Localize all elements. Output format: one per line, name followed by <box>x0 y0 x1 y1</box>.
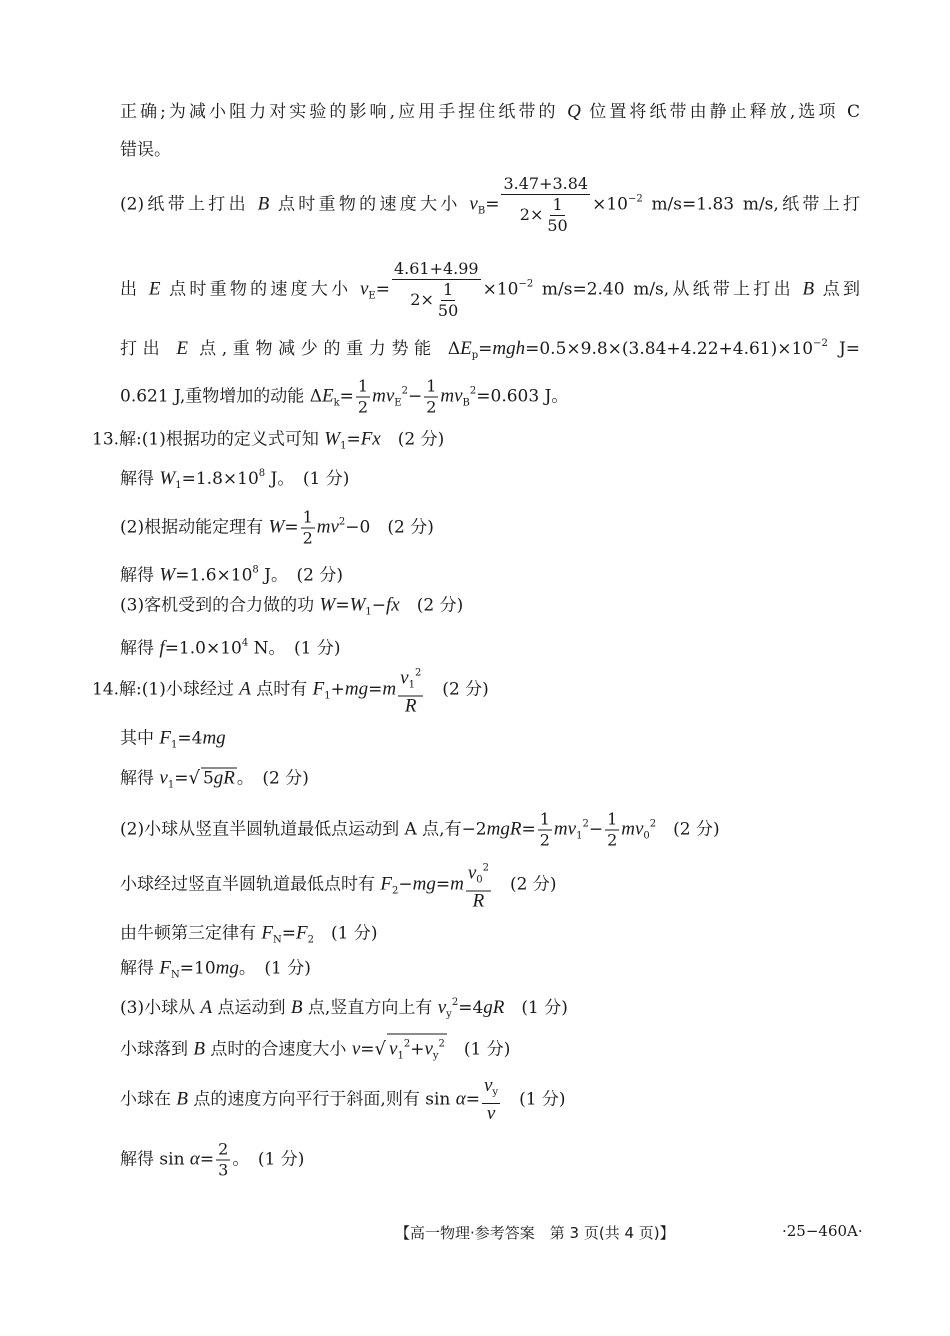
fraction <box>466 859 491 912</box>
denominator <box>356 398 370 418</box>
text: 2 <box>357 397 369 417</box>
answer-line <box>92 664 489 717</box>
text: =0.603 J。 <box>476 386 569 407</box>
answer-line <box>120 922 377 953</box>
text: − <box>407 386 423 407</box>
subscript: k <box>333 397 340 409</box>
math-variable: mg <box>215 957 239 979</box>
math-variable: F <box>312 678 325 700</box>
text: 出 <box>120 279 149 300</box>
text: 点运动到 <box>212 998 291 1018</box>
superscript: 2 <box>438 1038 445 1050</box>
subscript: B <box>462 397 470 409</box>
text: m/s=1.83 m/s,纸带上打 <box>642 194 861 215</box>
subscript: y <box>492 1087 499 1098</box>
answer-line <box>120 138 171 162</box>
text: = <box>335 595 350 616</box>
math-variable: m <box>382 678 397 700</box>
subscript: 2 <box>307 934 314 946</box>
subscript: p <box>471 350 479 361</box>
math-variable: α <box>189 1148 200 1170</box>
text: = <box>339 386 354 407</box>
numerator <box>356 377 370 398</box>
text: 50 <box>437 301 459 320</box>
math-variable: W <box>324 428 341 450</box>
superscript: 2 <box>482 862 490 874</box>
math-variable: Fx <box>360 428 381 450</box>
text: = <box>368 679 383 700</box>
text: 点时有 <box>250 679 313 700</box>
text: = <box>281 923 297 944</box>
answer-line <box>120 332 860 368</box>
math-variable: v <box>400 667 409 689</box>
text: ×10 <box>482 279 519 300</box>
math-variable: W <box>349 594 366 616</box>
text: (2 分) <box>493 874 557 895</box>
math-variable: B <box>257 193 270 215</box>
text: 解得 <box>120 958 160 979</box>
text: − <box>371 595 387 616</box>
math-variable: B <box>193 1038 206 1060</box>
math-variable: v <box>469 193 478 215</box>
math-variable: R <box>404 695 417 717</box>
text: 解得 sin <box>120 1149 190 1170</box>
denominator <box>408 280 464 321</box>
fraction <box>545 195 569 236</box>
text: (1 分) <box>446 1039 511 1060</box>
fraction <box>501 174 590 236</box>
superscript: 8 <box>258 468 266 479</box>
text: J。 (1 分) <box>265 469 350 489</box>
math-variable: mv <box>372 385 395 407</box>
subscript: 2 <box>392 885 399 897</box>
superscript: −2 <box>813 338 828 349</box>
fraction <box>605 810 619 851</box>
math-variable: mv <box>440 385 463 407</box>
answer-line <box>92 428 444 459</box>
numerator <box>441 280 455 301</box>
text: 2 <box>302 528 313 548</box>
text: (2 分) <box>656 819 720 840</box>
text: (2 分) <box>399 595 464 616</box>
text: 14.解:(1)小球经过 <box>92 679 240 700</box>
text: 2× <box>519 205 544 224</box>
text: = <box>360 1039 375 1060</box>
text: 解得 <box>120 469 160 489</box>
radical-sign-icon: √ <box>374 1038 386 1060</box>
footer-title: 【高一物理·参考答案 第 3 页(共 4 页)】 <box>395 1224 675 1242</box>
text: 1 <box>539 809 550 829</box>
numerator <box>301 508 315 529</box>
superscript: 2 <box>649 818 657 830</box>
subscript: 1 <box>171 739 178 751</box>
text: = <box>478 339 493 359</box>
text: (3)客机受到的合力做的功 <box>120 595 320 616</box>
superscript: 2 <box>582 818 589 830</box>
text: 2 <box>426 397 437 417</box>
math-variable: mv <box>553 818 577 840</box>
fraction <box>392 259 481 321</box>
square-root <box>188 769 236 789</box>
numerator <box>550 195 564 216</box>
text: 1 <box>442 280 454 299</box>
text: =0.5×9.8×(3.84+4.22+4.61)×10 <box>525 339 814 359</box>
math-variable: v <box>424 1038 433 1060</box>
text: 50 <box>547 216 568 235</box>
answer-line <box>120 957 311 988</box>
subscript: 1 <box>365 606 372 618</box>
text: 打出 <box>120 339 177 359</box>
radicand <box>387 1034 447 1067</box>
math-variable: mv <box>316 516 339 538</box>
text: 。 (1 分) <box>238 958 311 979</box>
denominator <box>605 831 619 851</box>
text: 解得 <box>120 565 160 586</box>
text: 2 <box>607 830 618 850</box>
numerator <box>538 810 552 831</box>
math-variable: F <box>261 922 274 944</box>
denominator <box>471 892 487 912</box>
subscript: 1 <box>324 690 331 702</box>
text: (1 分) <box>504 998 568 1018</box>
fraction <box>424 377 438 418</box>
math-variable: A <box>239 678 251 700</box>
denominator <box>424 398 438 418</box>
numerator <box>398 664 423 697</box>
text: = <box>485 194 500 215</box>
text: 点时重物的速度大小 <box>269 194 470 215</box>
math-variable: v <box>437 997 447 1018</box>
text: − <box>398 874 413 895</box>
denominator <box>216 1161 230 1181</box>
subscript: y <box>432 1050 439 1062</box>
math-variable: α <box>455 1088 466 1110</box>
denominator <box>518 195 574 236</box>
text: (3)小球从 <box>120 998 201 1018</box>
math-variable: E <box>321 385 334 407</box>
math-variable: F <box>159 727 172 749</box>
radical-sign-icon: √ <box>188 767 200 789</box>
math-variable: v <box>351 1038 361 1060</box>
answer-line <box>120 810 720 851</box>
square-root <box>375 1040 447 1060</box>
text: 0.621 J,重物增加的动能 Δ <box>120 386 322 407</box>
superscript: 8 <box>252 564 259 576</box>
math-variable: W <box>268 516 285 538</box>
subscript: 1 <box>408 679 415 691</box>
text: = <box>199 1149 215 1170</box>
math-variable: v <box>483 1075 493 1096</box>
radicand <box>201 768 237 789</box>
fraction <box>356 377 370 418</box>
math-variable: B <box>176 1088 189 1110</box>
text: (2)根据动能定理有 <box>120 517 269 538</box>
text: −0 (2 分) <box>345 517 434 538</box>
superscript: 2 <box>469 385 477 397</box>
superscript: −2 <box>518 278 534 290</box>
text: 位置将纸带由静止释放,选项 C <box>580 102 860 122</box>
text: (2 分) <box>425 679 489 700</box>
subscript: 1 <box>167 779 175 791</box>
math-variable: v <box>486 1103 496 1124</box>
subscript: 0 <box>643 830 650 842</box>
subscript: E <box>394 397 402 409</box>
math-variable: v <box>389 1038 398 1060</box>
text: − <box>588 819 604 840</box>
math-variable: v <box>159 767 168 789</box>
text: =10 <box>179 958 216 979</box>
math-variable: m <box>450 873 464 895</box>
text: + <box>330 679 345 700</box>
subscript: B <box>477 205 486 217</box>
fraction <box>398 664 423 717</box>
text: 小球在 <box>120 1089 177 1110</box>
text: =4 <box>177 728 203 749</box>
subscript: E <box>368 290 376 302</box>
numerator <box>501 174 590 195</box>
text: J= <box>827 339 861 359</box>
numerator <box>216 1140 230 1161</box>
footer-code: ·25−460A· <box>782 1222 863 1240</box>
text: 小球经过竖直半圆轨道最低点时有 <box>120 874 381 895</box>
superscript: 2 <box>414 667 422 679</box>
text: 2 <box>539 830 550 850</box>
math-variable: F <box>159 957 172 979</box>
text: 2 <box>218 1139 229 1159</box>
text: = <box>465 1089 480 1110</box>
text: = <box>346 429 361 450</box>
text: 其中 <box>120 728 160 749</box>
text: 错误。 <box>120 140 171 160</box>
text: 2× <box>410 290 434 309</box>
answer-line <box>120 259 860 321</box>
answer-line <box>120 462 349 498</box>
text: 3.47+3.84 <box>503 174 589 193</box>
answer-line <box>120 1140 304 1181</box>
numerator <box>392 259 481 280</box>
text: 点,竖直方向上有 <box>302 998 438 1018</box>
text: =1.0×10 <box>164 638 242 659</box>
subscript: 1 <box>340 440 347 452</box>
text: 小球落到 <box>120 1039 194 1060</box>
text: (2)纸带上打出 <box>120 194 258 215</box>
text: 13.解:(1)根据功的定义式可知 <box>92 429 325 450</box>
math-variable: W <box>159 564 176 586</box>
text: (1 分) <box>314 923 378 944</box>
math-variable: gR <box>483 997 505 1018</box>
text: 点时重物的速度大小 <box>160 279 360 300</box>
math-variable: v <box>359 278 369 300</box>
subscript: 1 <box>576 830 583 842</box>
numerator <box>466 859 491 892</box>
numerator <box>424 377 438 398</box>
denominator <box>301 529 315 549</box>
denominator <box>436 301 460 321</box>
subscript: 1 <box>397 1050 404 1062</box>
answer-line <box>120 859 557 912</box>
answer-line <box>120 632 340 661</box>
text: = <box>174 768 189 789</box>
math-variable: W <box>159 468 176 489</box>
denominator <box>403 697 419 717</box>
text: 1 <box>426 376 437 396</box>
text: 点,重物减少的重力势能 Δ <box>188 339 461 359</box>
math-variable: E <box>148 278 161 300</box>
superscript: 2 <box>401 385 408 397</box>
text: (1 分) <box>502 1089 566 1110</box>
text: 。 (2 分) <box>236 768 309 789</box>
text: 解得 <box>120 768 160 789</box>
answer-line <box>120 559 343 588</box>
text: 点时的合速度大小 <box>205 1039 352 1060</box>
text: = <box>375 279 390 300</box>
text: 1 <box>607 809 618 829</box>
subscript: y <box>446 1009 452 1020</box>
math-variable: mg <box>344 678 369 700</box>
fraction <box>436 280 460 321</box>
math-variable: mv <box>621 818 644 840</box>
answer-line <box>120 991 568 1027</box>
text: 1 <box>552 195 563 214</box>
text: + <box>410 1039 425 1060</box>
math-variable: B <box>290 997 303 1018</box>
superscript: −2 <box>627 193 643 205</box>
text: 1 <box>357 376 369 396</box>
answer-line <box>120 1034 510 1067</box>
math-variable: mg <box>412 873 436 895</box>
math-variable: B <box>802 278 815 300</box>
math-variable: A <box>200 997 213 1018</box>
superscript: 2 <box>338 516 346 528</box>
denominator <box>545 216 569 236</box>
math-variable: Q <box>567 101 581 122</box>
math-variable: F <box>296 922 308 944</box>
superscript: 2 <box>451 997 459 1008</box>
math-variable: fx <box>386 594 400 616</box>
text: 正确;为减小阻力对实验的影响,应用手捏住纸带的 <box>120 102 568 122</box>
math-variable: F <box>380 873 393 895</box>
text: =1.8×10 <box>181 469 259 489</box>
math-variable: mg <box>202 727 226 749</box>
text: 点的速度方向平行于斜面,则有 sin <box>188 1089 456 1110</box>
answer-line <box>120 377 568 418</box>
text: 点到 <box>814 279 861 300</box>
text: 5 <box>202 768 214 789</box>
text: (2)小球从竖直半圆轨道最低点运动到 A 点,有−2 <box>120 819 487 840</box>
fraction <box>538 810 552 851</box>
math-variable: E <box>176 338 189 359</box>
superscript: 4 <box>241 637 249 649</box>
numerator <box>482 1076 500 1104</box>
numerator <box>605 810 619 831</box>
subscript: 0 <box>476 874 483 886</box>
answer-line <box>120 727 226 758</box>
text: 。 (1 分) <box>232 1149 305 1170</box>
text: J。 (2 分) <box>258 565 343 586</box>
math-variable: W <box>319 594 336 616</box>
denominator <box>538 831 552 851</box>
answer-line <box>120 100 860 124</box>
text: 由牛顿第三定律有 <box>120 923 262 944</box>
text: = <box>521 819 536 840</box>
text: = <box>284 517 299 538</box>
text: =1.6×10 <box>175 565 253 586</box>
subscript: 1 <box>175 480 182 491</box>
math-variable: f <box>159 637 165 659</box>
text: 4.61+4.99 <box>393 259 479 278</box>
fraction <box>301 508 315 549</box>
text: m/s=2.40 m/s,从纸带上打出 <box>533 279 803 300</box>
answer-line <box>120 594 463 625</box>
math-variable: E <box>460 338 472 359</box>
answer-line <box>120 1076 566 1124</box>
text: =4 <box>458 998 484 1018</box>
fraction <box>482 1076 500 1124</box>
math-variable: mgR <box>486 818 522 840</box>
answer-line <box>120 508 434 549</box>
math-variable: R <box>472 890 485 912</box>
denominator <box>485 1104 497 1124</box>
answer-line <box>120 767 309 798</box>
text: N。 (1 分) <box>248 638 341 659</box>
superscript: 2 <box>403 1038 411 1050</box>
text: (2 分) <box>380 429 445 450</box>
math-variable: gR <box>213 767 235 789</box>
text: ×10 <box>592 194 628 215</box>
math-variable: v <box>467 862 477 884</box>
fraction <box>216 1140 230 1181</box>
text: 3 <box>218 1160 229 1180</box>
subscript: N <box>273 934 282 946</box>
math-variable: mgh <box>492 338 526 359</box>
answer-line <box>120 174 860 236</box>
subscript: N <box>171 969 180 981</box>
text: 解得 <box>120 638 160 659</box>
text: = <box>435 874 451 895</box>
text: 1 <box>302 507 313 527</box>
